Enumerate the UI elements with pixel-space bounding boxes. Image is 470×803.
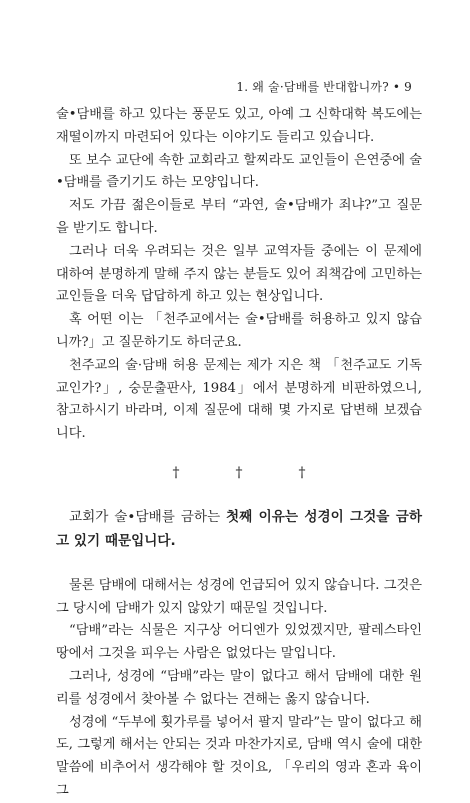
thesis-bold: 첫째 이유는 성경이 그것을 금하고 있기 때문입니다.: [56, 508, 423, 549]
paragraph: 혹 어떤 이는 「천주교에서는 술•담배를 허용하고 있지 않습니까?」고 질문하기도 하더군요.: [56, 312, 422, 350]
cross-ornament: †: [298, 464, 306, 481]
paragraph: 물론 담배에 대해서는 성경에 언급되어 있지 않습니다. 그것은 그 당시에 담배가 있지 않았기 때문일 것입니다.: [56, 577, 422, 616]
paragraph: 성경에 “두부에 횟가루를 넣어서 팔지 말라”는 말이 없다고 해도, 그렇게 해서는 안되는 것과 마찬가지로, 담배 역시 술에 대한 말씀에 비추어서 생각해야 할 것이요, 「우리의 영과 혼과 육이 그: [56, 714, 422, 798]
paragraph: 그러나, 성경에 “담배”라는 말이 없다고 해서 담배에 대한 원리를 성경에서 찾아볼 수 없다는 견해는 옳지 않습니다.: [56, 668, 422, 707]
thesis-plain: 교회가 술•담배를 금하는: [69, 508, 227, 525]
thesis-statement: [56, 505, 422, 553]
paragraph: “담배”라는 식물은 지구상 어디엔가 있었겠지만, 팔레스타인 땅에서 그것을 피우는 사람은 없었다는 말입니다.: [56, 623, 422, 662]
paragraph: 또 보수 교단에 속한 교회라고 할찌라도 교인들이 은연중에 술•담배를 즐기기도 하는 모양입니다.: [56, 152, 422, 191]
paragraph: 천주교의 술·담배 허용 문제는 제가 지은 책 「천주교도 기독교인가?」, 숭문출판사, 1984」에서 분명하게 비판하였으니, 참고하시기 바라며, 이제 질문에 대해 몇 가지로 답변해 보겠습니다.: [56, 357, 422, 442]
paragraph: 그러나 더욱 우려되는 것은 일부 교역자들 중에는 이 문제에 대하여 분명하게 말해 주지 않는 분들도 있어 죄책감에 고민하는 교인들을 더욱 답답하게 하고 있는 현상입니다.: [56, 243, 422, 305]
paragraph: 저도 가끔 젊은이들로 부터 “과연, 술•담배가 죄냐?”고 질문을 받기도 합니다.: [56, 198, 422, 236]
cross-ornament: †: [235, 464, 243, 481]
cross-ornament: †: [172, 464, 180, 481]
page-body: [56, 104, 422, 803]
paragraph: 술•담배를 하고 있다는 풍문도 있고, 아예 그 신학대학 복도에는 재떨이까지 마련되어 있다는 이야기도 들리고 있습니다.: [56, 107, 422, 145]
running-header: 1. 왜 술·담배를 반대합니까? • 9: [236, 80, 412, 94]
section-divider: [56, 462, 422, 485]
